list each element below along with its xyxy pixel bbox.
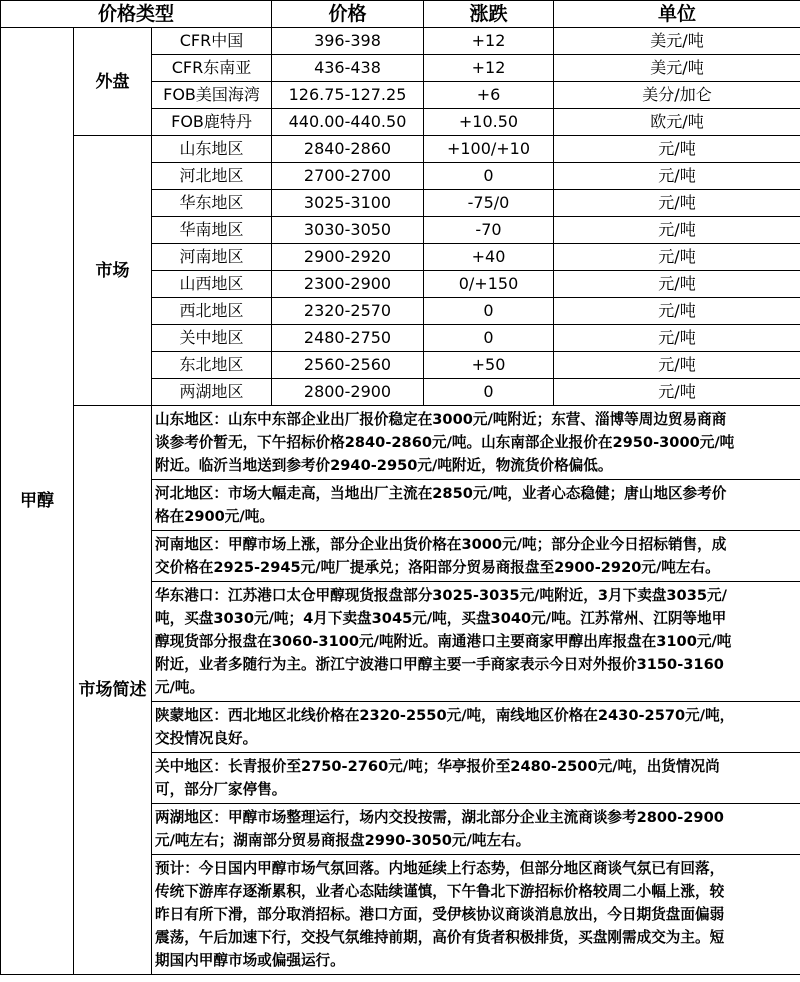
row-change: +12	[424, 28, 554, 55]
row-name: 山东地区	[152, 136, 272, 163]
row-price: 2800-2900	[272, 379, 424, 406]
header-change: 涨跌	[424, 1, 554, 28]
row-unit: 元/吨	[554, 163, 800, 190]
row-name: 华东地区	[152, 190, 272, 217]
row-price: 3025-3100	[272, 190, 424, 217]
summary-line: 期国内甲醇市场或偏强运行。	[155, 952, 345, 969]
row-name: FOB美国海湾	[152, 82, 272, 109]
row-unit: 元/吨	[554, 352, 800, 379]
summary-line: 震荡，午后加速下行，交投气氛维持前期，高价有货者积极排货，买盘刚需成交为主。短	[155, 929, 725, 946]
row-unit: 元/吨	[554, 136, 800, 163]
row-change: 0	[424, 325, 554, 352]
row-change: +6	[424, 82, 554, 109]
header-type: 价格类型	[1, 1, 272, 28]
summary-line: 吨，买盘3030元/吨；4月下卖盘3045元/吨，买盘3040元/吨。江苏常州、江阴等地甲	[155, 610, 727, 627]
header-row	[1, 1, 800, 28]
summary-henan	[152, 531, 800, 582]
row-change: +50	[424, 352, 554, 379]
row-change: +12	[424, 55, 554, 82]
summary-forecast	[152, 855, 800, 975]
summary-guanzhong	[152, 753, 800, 804]
row-unit: 美分/加仑	[554, 82, 800, 109]
row-unit: 欧元/吨	[554, 109, 800, 136]
summary-line: 醇现货部分报盘在3060-3100元/吨附近。南通港口主要商家甲醇出库报盘在3100元/吨	[155, 633, 732, 650]
row-name: 华南地区	[152, 217, 272, 244]
row-name: FOB鹿特丹	[152, 109, 272, 136]
row-change: 0	[424, 379, 554, 406]
summary-line: 传统下游库存逐渐累积，业者心态陆续谨慎，下午鲁北下游招标价格较周二小幅上涨，较	[155, 883, 725, 900]
header-price: 价格	[272, 1, 424, 28]
summary-hebei	[152, 480, 800, 531]
table-row	[1, 136, 800, 163]
row-unit: 元/吨	[554, 271, 800, 298]
row-change: -70	[424, 217, 554, 244]
row-unit: 元/吨	[554, 190, 800, 217]
row-unit: 元/吨	[554, 325, 800, 352]
row-change: +40	[424, 244, 554, 271]
row-price: 2900-2920	[272, 244, 424, 271]
group-market: 市场	[74, 136, 152, 406]
summary-line: 可，部分厂家停售。	[155, 781, 287, 798]
summary-line: 交价格在2925-2945元/吨厂提承兑；洛阳部分贸易商报盘至2900-2920元/吨左右。	[155, 559, 720, 576]
row-unit: 元/吨	[554, 244, 800, 271]
row-price: 2840-2860	[272, 136, 424, 163]
row-unit: 元/吨	[554, 379, 800, 406]
row-price: 2320-2570	[272, 298, 424, 325]
summary-line: 附近，业者多随行为主。浙江宁波港口甲醇主要一手商家表示今日对外报价3150-3160	[155, 656, 724, 673]
summary-line: 谈参考价暂无，下午招标价格2840-2860元/吨。山东南部企业报价在2950-3000元/吨	[155, 434, 735, 451]
row-price: 2700-2700	[272, 163, 424, 190]
summary-line: 两湖地区：甲醇市场整理运行，场内交投按需，湖北部分企业主流商谈参考2800-2900	[155, 809, 724, 826]
row-name: CFR东南亚	[152, 55, 272, 82]
summary-row	[1, 406, 800, 480]
row-unit: 元/吨	[554, 298, 800, 325]
row-price: 2480-2750	[272, 325, 424, 352]
group-summary: 市场简述	[74, 406, 152, 975]
row-price: 436-438	[272, 55, 424, 82]
summary-line: 华东港口：江苏港口太仓甲醇现货报盘部分3025-3035元/吨附近，3月下卖盘3035元/	[155, 587, 727, 604]
header-unit: 单位	[554, 1, 800, 28]
row-name: 山西地区	[152, 271, 272, 298]
row-name: 河北地区	[152, 163, 272, 190]
row-price: 2560-2560	[272, 352, 424, 379]
summary-line: 昨日有所下滑，部分取消招标。港口方面，受伊核协议商谈消息放出，今日期货盘面偏弱	[155, 906, 725, 923]
summary-line: 附近。临沂当地送到参考价2940-2950元/吨附近，物流货价格偏低。	[155, 457, 613, 474]
main-category: 甲醇	[1, 28, 74, 975]
summary-shandong	[152, 406, 800, 480]
summary-line: 格在2900元/吨。	[155, 508, 274, 525]
summary-line: 河南地区：甲醇市场上涨，部分企业出货价格在3000元/吨；部分企业今日招标销售，成	[155, 536, 727, 553]
row-name: 河南地区	[152, 244, 272, 271]
row-name: 东北地区	[152, 352, 272, 379]
summary-shaanxi-mongolia	[152, 702, 800, 753]
row-price: 2300-2900	[272, 271, 424, 298]
summary-line: 陕蒙地区：西北地区北线价格在2320-2550元/吨，南线地区价格在2430-2570元/吨，	[155, 707, 735, 724]
summary-line: 元/吨左右；湖南部分贸易商报盘2990-3050元/吨左右。	[155, 832, 531, 849]
row-change: +10.50	[424, 109, 554, 136]
row-change: 0	[424, 163, 554, 190]
summary-line: 元/吨。	[155, 679, 205, 696]
group-outer: 外盘	[74, 28, 152, 136]
row-unit: 美元/吨	[554, 28, 800, 55]
row-price: 126.75-127.25	[272, 82, 424, 109]
row-change: +100/+10	[424, 136, 554, 163]
summary-line: 预计：今日国内甲醇市场气氛回落。内地延续上行态势，但部分地区商谈气氛已有回落，	[155, 860, 725, 877]
row-change: 0/+150	[424, 271, 554, 298]
summary-line: 山东地区：山东中东部企业出厂报价稳定在3000元/吨附近；东营、淄博等周边贸易商商	[155, 411, 727, 428]
summary-lianghu	[152, 804, 800, 855]
summary-line: 交投情况良好。	[155, 730, 258, 747]
row-name: CFR中国	[152, 28, 272, 55]
summary-line: 河北地区：市场大幅走高，当地出厂主流在2850元/吨，业者心态稳健；唐山地区参考价	[155, 485, 727, 502]
row-price: 396-398	[272, 28, 424, 55]
row-change: -75/0	[424, 190, 554, 217]
row-name: 关中地区	[152, 325, 272, 352]
row-price: 3030-3050	[272, 217, 424, 244]
row-price: 440.00-440.50	[272, 109, 424, 136]
row-name: 两湖地区	[152, 379, 272, 406]
row-change: 0	[424, 298, 554, 325]
table-row	[1, 28, 800, 55]
row-unit: 元/吨	[554, 217, 800, 244]
summary-line: 关中地区：长青报价至2750-2760元/吨；华亭报价至2480-2500元/吨，出货情况尚	[155, 758, 720, 775]
summary-east-china-port	[152, 582, 800, 702]
row-unit: 美元/吨	[554, 55, 800, 82]
row-name: 西北地区	[152, 298, 272, 325]
